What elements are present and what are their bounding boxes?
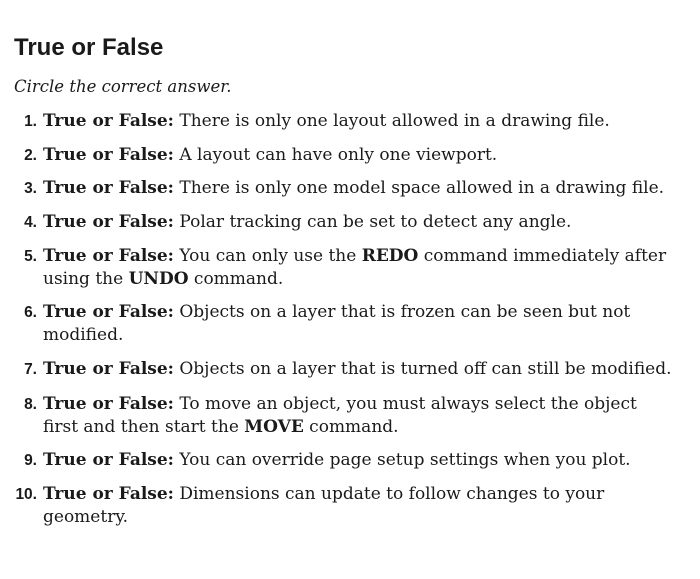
question-text — [43, 110, 700, 133]
question-text-segment: There is only one layout allowed in a drawing file. — [173, 111, 610, 131]
true-false-label[interactable]: True or False: — [43, 394, 174, 414]
question-text-segment: Objects on a layer that is frozen can be seen but not — [173, 302, 631, 322]
question-text-segment: command immediately after — [418, 246, 667, 266]
question-text-segment: command. — [303, 417, 399, 437]
question-number: 7. — [24, 361, 37, 378]
question-line — [43, 144, 700, 167]
section-title: True or False — [14, 34, 164, 61]
true-false-label[interactable]: True or False: — [43, 178, 174, 198]
question-text-segment: To move an object, you must always select the object — [173, 394, 637, 414]
question-text-segment: You can only use the — [173, 246, 362, 266]
command-keyword: REDO — [361, 246, 419, 266]
question-text — [43, 177, 700, 200]
question-text — [43, 245, 700, 291]
question-line — [43, 211, 700, 234]
question-line — [43, 245, 700, 268]
command-keyword: MOVE — [244, 417, 304, 437]
question-text — [43, 449, 700, 472]
question-text-segment: There is only one model space allowed in a drawing file. — [173, 178, 665, 198]
question-number: 2. — [24, 147, 37, 164]
question-text — [43, 393, 700, 439]
question-line — [43, 324, 700, 347]
question-number: 1. — [24, 113, 37, 130]
question-text-segment: using the — [43, 269, 129, 289]
true-false-label[interactable]: True or False: — [43, 359, 174, 379]
question-line — [43, 177, 700, 200]
question-text — [43, 144, 700, 167]
question-text-segment: You can override page setup settings when you plot. — [173, 450, 631, 470]
question-line — [43, 506, 700, 529]
question-number: 5. — [24, 248, 37, 265]
question-line — [43, 268, 700, 291]
question-number: 4. — [24, 214, 37, 231]
true-false-label[interactable]: True or False: — [43, 450, 174, 470]
question-line — [43, 416, 700, 439]
question-number: 8. — [24, 396, 37, 413]
question-line — [43, 483, 700, 506]
command-keyword: UNDO — [128, 269, 189, 289]
question-number: 6. — [24, 304, 37, 321]
question-text — [43, 211, 700, 234]
true-false-label[interactable]: True or False: — [43, 212, 174, 232]
question-line — [43, 358, 700, 381]
question-text-segment: geometry. — [43, 507, 129, 527]
true-false-label[interactable]: True or False: — [43, 111, 174, 131]
question-text-segment: Polar tracking can be set to detect any angle. — [173, 212, 572, 232]
question-text-segment: A layout can have only one viewport. — [173, 145, 498, 165]
question-text-segment: first and then start the — [43, 417, 245, 437]
question-text — [43, 301, 700, 347]
true-false-label[interactable]: True or False: — [43, 246, 174, 266]
question-number: 9. — [24, 452, 37, 469]
question-line — [43, 301, 700, 324]
question-line — [43, 110, 700, 133]
question-text-segment: command. — [188, 269, 284, 289]
true-false-label[interactable]: True or False: — [43, 484, 174, 504]
question-number: 10. — [15, 486, 37, 503]
question-number: 3. — [24, 180, 37, 197]
question-line — [43, 449, 700, 472]
true-false-label[interactable]: True or False: — [43, 302, 174, 322]
instructions: Circle the correct answer. — [14, 77, 232, 96]
question-text-segment: modified. — [43, 325, 124, 345]
true-false-label[interactable]: True or False: — [43, 145, 174, 165]
question-line — [43, 393, 700, 416]
question-text-segment: Dimensions can update to follow changes to your — [173, 484, 605, 504]
question-text — [43, 358, 700, 381]
question-text-segment: Objects on a layer that is turned off can still be modified. — [173, 359, 672, 379]
question-text — [43, 483, 700, 529]
